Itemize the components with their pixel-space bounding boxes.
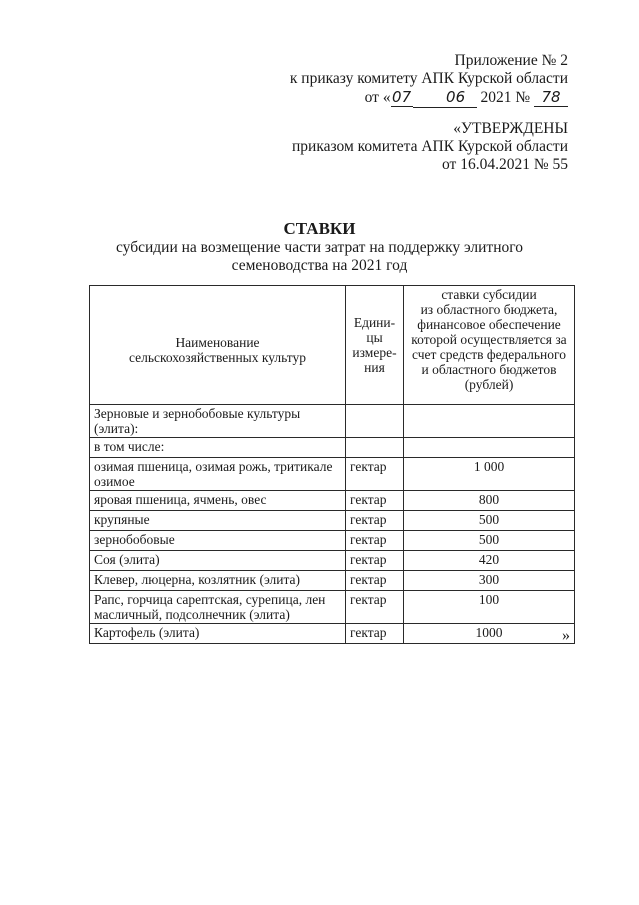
crop-name: Клевер, люцерна, козлятник (элита) bbox=[90, 571, 346, 591]
appendix-date-line bbox=[290, 88, 568, 108]
rates-table bbox=[89, 285, 575, 644]
crop-rate: 800 bbox=[404, 491, 575, 511]
crop-name: крупяные bbox=[90, 511, 346, 531]
handwritten-month: 06 bbox=[446, 88, 466, 106]
crop-unit: гектар bbox=[346, 491, 404, 511]
crop-name: Рапс, горчица сарептская, сурепица, лен масличный, подсолнечник (элита) bbox=[90, 591, 346, 624]
crop-name: Зерновые и зернобобовые культуры (элита): bbox=[90, 405, 346, 438]
crop-rate bbox=[404, 405, 575, 438]
crop-unit: гектар bbox=[346, 624, 404, 644]
appendix-order-line: к приказу комитету АПК Курской области bbox=[289, 70, 568, 87]
closing-quote: » bbox=[562, 627, 570, 644]
crop-unit: гектар bbox=[346, 511, 404, 531]
crop-rate bbox=[404, 438, 575, 458]
handwritten-number: 78 bbox=[534, 88, 568, 107]
heading-line-1: субсидии на возмещение части затрат на поддержку элитного bbox=[116, 239, 523, 256]
crop-rate: 100 bbox=[404, 591, 575, 624]
table-row bbox=[90, 531, 575, 551]
approval-line-2: приказом комитета АПК Курской области bbox=[292, 138, 568, 155]
handwritten-day: 07 bbox=[392, 88, 412, 106]
table-row bbox=[90, 491, 575, 511]
date-year: 2021 bbox=[480, 89, 512, 106]
crop-name: озимая пшеница, озимая рожь, тритикале озимое bbox=[90, 458, 346, 491]
crop-unit: гектар bbox=[346, 531, 404, 551]
crop-rate: 500 bbox=[404, 511, 575, 531]
document-heading bbox=[0, 219, 639, 275]
table-row bbox=[90, 551, 575, 571]
crop-rate: 300 bbox=[404, 571, 575, 591]
table-header-row bbox=[90, 286, 575, 405]
crop-unit: гектар bbox=[346, 458, 404, 491]
table-row bbox=[90, 458, 575, 491]
appendix-title: Приложение № 2 bbox=[454, 52, 568, 69]
crop-unit: гектар bbox=[346, 571, 404, 591]
approval-block bbox=[292, 120, 568, 174]
number-prefix: № bbox=[515, 89, 531, 106]
header-unit: Едини- цы измере- ния bbox=[346, 286, 404, 405]
header-crop-name: Наименование сельскохозяйственных культур bbox=[90, 286, 346, 405]
table-row bbox=[90, 591, 575, 624]
table-row bbox=[90, 438, 575, 458]
heading-title: СТАВКИ bbox=[283, 219, 356, 238]
crop-unit: гектар bbox=[346, 591, 404, 624]
crop-rate: 1 000 bbox=[404, 458, 575, 491]
approval-line-1: «УТВЕРЖДЕНЫ bbox=[453, 120, 568, 137]
table-row bbox=[90, 571, 575, 591]
approval-line-3: от 16.04.2021 № 55 bbox=[442, 156, 568, 173]
table-row bbox=[90, 405, 575, 438]
crop-rate: 420 bbox=[404, 551, 575, 571]
crop-name: Соя (элита) bbox=[90, 551, 346, 571]
crop-name: зернобобовые bbox=[90, 531, 346, 551]
crop-name: Картофель (элита) bbox=[90, 624, 346, 644]
crop-rate: 500 bbox=[404, 531, 575, 551]
appendix-block bbox=[290, 52, 568, 108]
crop-unit: гектар bbox=[346, 551, 404, 571]
table-row bbox=[90, 511, 575, 531]
crop-rate: 1000 bbox=[404, 624, 575, 644]
table-row bbox=[90, 624, 575, 644]
crop-name: в том числе: bbox=[90, 438, 346, 458]
crop-name: яровая пшеница, ячмень, овес bbox=[90, 491, 346, 511]
crop-unit bbox=[346, 405, 404, 438]
heading-line-2: семеноводства на 2021 год bbox=[231, 257, 408, 274]
header-rate: ставки субсидии из областного бюджета, финансовое обеспечение которой осуществляется за счет средств федерального и областного бюджетов (рублей) bbox=[404, 286, 575, 405]
date-prefix: от « bbox=[364, 89, 391, 106]
crop-unit bbox=[346, 438, 404, 458]
